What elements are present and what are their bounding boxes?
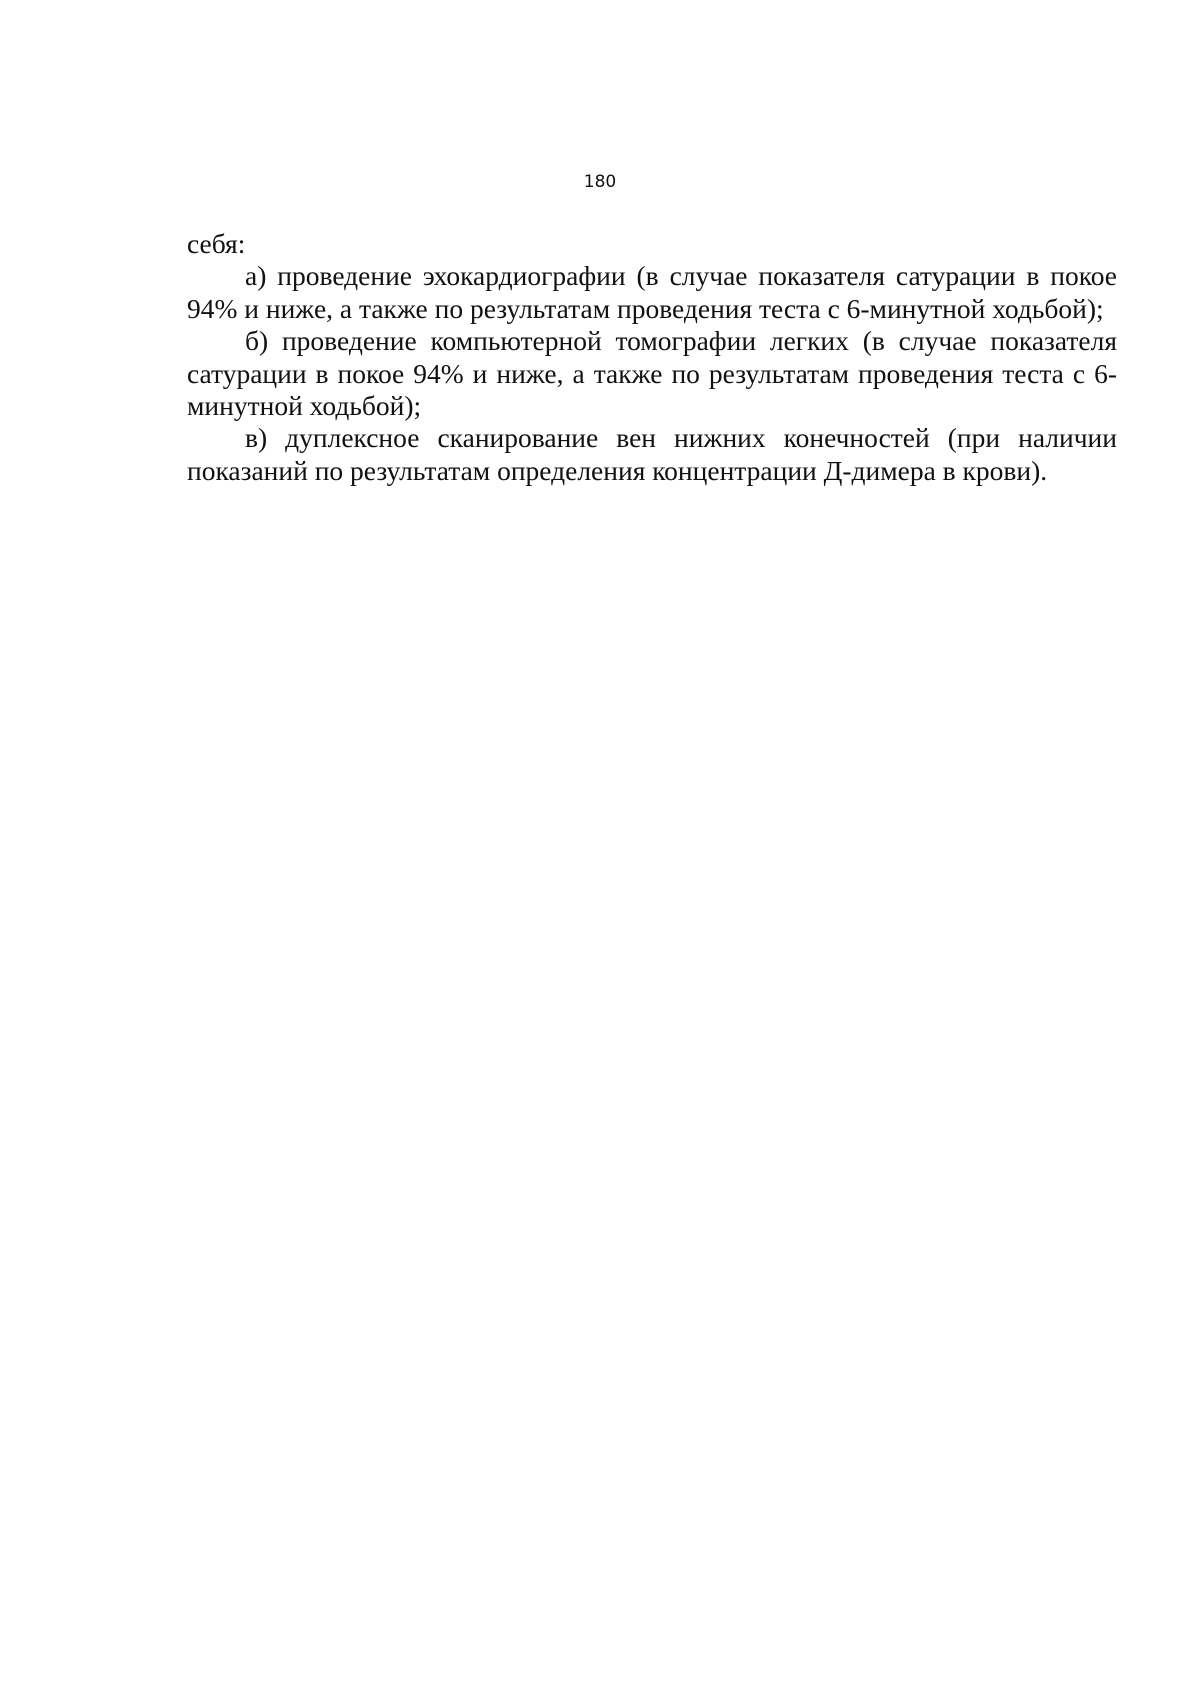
paragraph-intro: себя:	[187, 228, 246, 259]
document-body	[187, 228, 1117, 487]
list-item-c: в) дуплексное сканирование вен нижних конечностей (при наличии показаний по результатам определения концентрации Д-димера в крови).	[187, 422, 1117, 486]
list-item-a: а) проведение эхокардиографии (в случае показателя сатурации в покое 94% и ниже, а также по результатам проведения теста с 6-минутной ходьбой);	[187, 260, 1117, 324]
list-item-b: б) проведение компьютерной томографии легких (в случае показателя сатурации в покое 94% и ниже, а также по результатам проведения теста с 6-минутной ходьбой);	[187, 325, 1117, 422]
page-number: 180	[583, 172, 617, 192]
